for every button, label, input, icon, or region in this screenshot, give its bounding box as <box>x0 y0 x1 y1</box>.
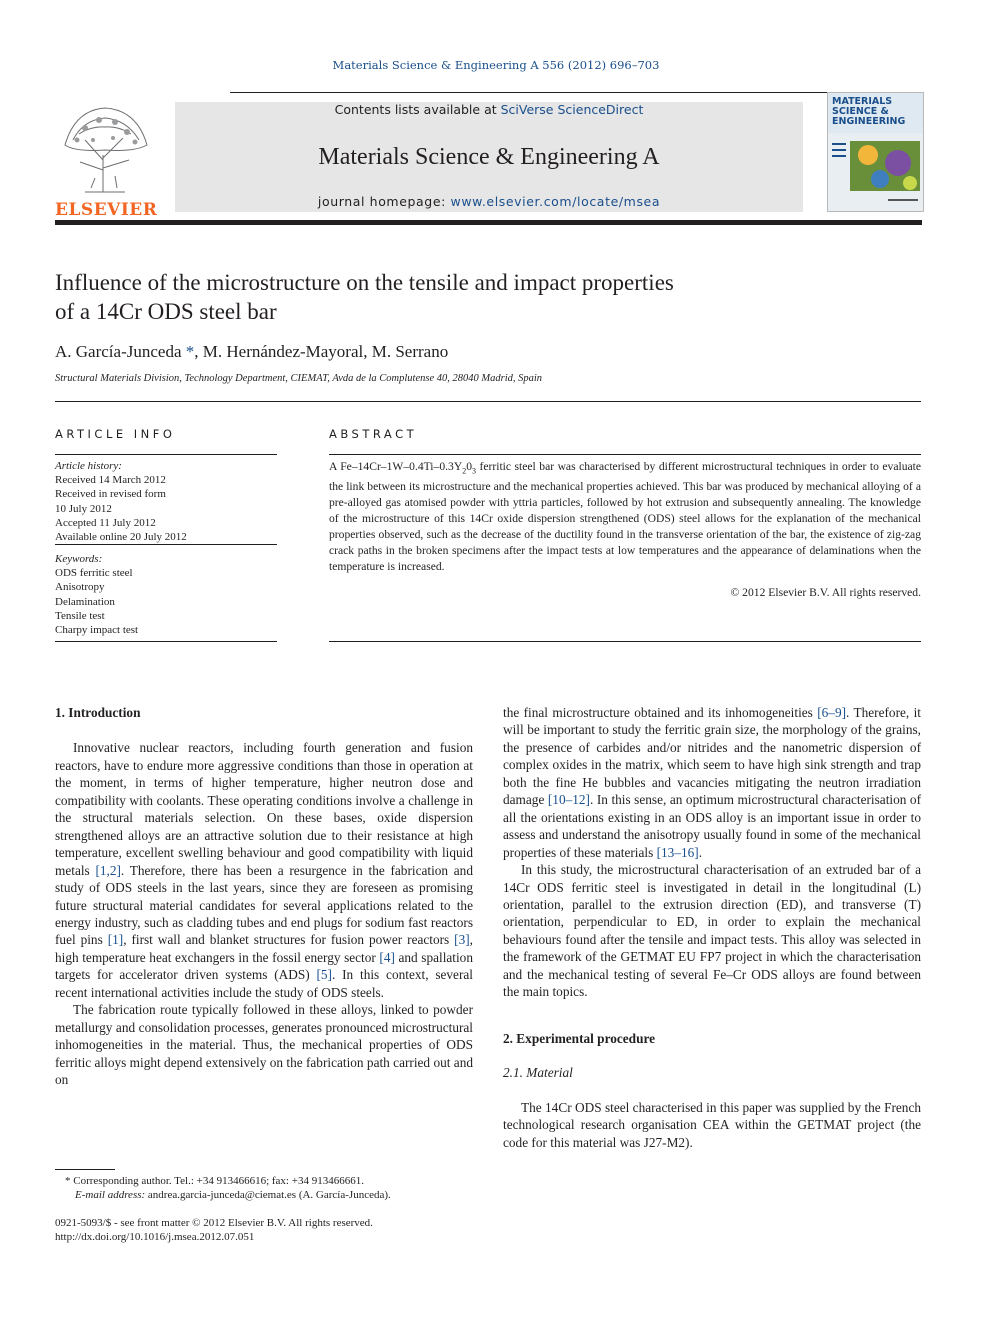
reference-link[interactable]: [1] <box>107 932 124 948</box>
article-info-bottom-rule <box>55 641 277 642</box>
reference-link[interactable]: [3] <box>454 932 470 948</box>
keywords-rule <box>55 544 277 545</box>
article-title-line-2: of a 14Cr ODS steel bar <box>55 299 277 324</box>
abstract-heading: ABSTRACT <box>329 427 418 441</box>
article-history-label: Article history: <box>55 460 122 472</box>
subsection-heading-material: 2.1. Material <box>503 1065 573 1081</box>
journal-title: Materials Science & Engineering A <box>318 144 660 170</box>
article-info-rule <box>55 454 277 455</box>
affiliation: Structural Materials Division, Technology Department, CIEMAT, Avda de la Complutense 40, 28040 Madrid, Spain <box>55 373 543 384</box>
doi-link[interactable]: http://dx.doi.org/10.1016/j.msea.2012.07.051 <box>55 1231 255 1243</box>
history-item: Received 14 March 2012 <box>55 474 166 487</box>
front-matter <box>55 1216 485 1244</box>
co-authors: , M. Hernández-Mayoral, M. Serrano <box>194 342 449 361</box>
reference-link[interactable]: [13–16] <box>656 844 699 860</box>
article-history <box>55 459 277 544</box>
corresponding-author-footnote: * Corresponding author. Tel.: +34 913466616; fax: +34 913466661. <box>65 1175 364 1187</box>
contents-prefix: Contents lists available at <box>334 102 501 117</box>
intro-paragraph-2-continued: the final microstructure obtained and its inhomogeneities [6–9]. Therefore, it will be important to study the ferritic grain size, the morphology of the grains, the presence of carbides and/or nitrides and the nanometric dispersion of complex oxides in the matrix, which seem to have high sink strength and trap both the fine He bubbles and vacancies mitigating the neutron irradiation damage [10–12]. In this sense, an optimum microstructural characterisation of all the orientations existing in an ODS alloy is an important issue in order to assess and understand the anisotropy usually found in some of the mechanical properties of these materials [13–16]. <box>503 705 921 860</box>
author-list <box>55 342 448 362</box>
keyword-item: ODS ferritic steel <box>55 567 133 580</box>
journal-citation[interactable]: Materials Science & Engineering A 556 (2012) 696–703 <box>332 58 660 72</box>
keyword-item: Anisotropy <box>55 581 105 594</box>
intro-paragraph-3: In this study, the microstructural characterisation of an extruded bar of a 14Cr ODS ferritic steel is investigated in detail in the longitudinal (L) orientation, parallel to the extrusion direction (ED), and transverse (T) orientation, perpendicular to ED, in order to explain the mechanical behaviours found after the tensile and impact tests. This alloy was selected in the framework of the GETMAT EU FP7 project in which the characterisation and the mechanical testing of several Fe–Cr ODS alloys are found between the main topics. <box>503 862 921 1000</box>
reference-link[interactable]: [10–12] <box>547 792 590 808</box>
keywords <box>55 552 277 637</box>
footnotes <box>55 1174 485 1202</box>
intro-paragraph-1: Innovative nuclear reactors, including fourth generation and fusion reactors, have to endure more aggressive conditions than those in operation at the moment, in terms of higher temperature, higher neutron dose and compatibility with coolants. These operating conditions involve a challenge in the structural materials selection. On these bases, oxide dispersion strengthened alloys are an attractive solution due to their resistance at high temperature, excellent swelling behaviour and good compatibility with liquid metals [1,2]. Therefore, there has been a resurgence in the fabrication and study of ODS steels in the last years, since they are foreseen as promising future structural material candidates for several applications related to the energy industry, such as cladding tubes and end plugs for sodium fast reactors fuel pins [1], first wall and blanket structures for fusion power reactors [3], high temperature heat exchangers in the fossil energy sector [4] and spallation targets for accelerator driven systems (ADS) [5]. In this context, several recent international activities include the study of ODS steels. <box>55 740 473 1000</box>
tree-icon <box>55 100 155 195</box>
article-info-heading: ARTICLE INFO <box>55 427 176 441</box>
history-item: 10 July 2012 <box>55 502 112 515</box>
masthead-bottom-rule <box>55 220 922 225</box>
reference-link[interactable]: [4] <box>379 949 395 965</box>
homepage-link[interactable]: www.elsevier.com/locate/msea <box>450 194 661 209</box>
journal-masthead <box>55 92 922 222</box>
section-heading-experimental: 2. Experimental procedure <box>503 1030 656 1046</box>
keyword-item: Tensile test <box>55 609 105 622</box>
material-paragraph: The 14Cr ODS steel characterised in this paper was supplied by the French technological research organisation CEA within the GETMAT project (the code for this material was J27-M2). <box>503 1099 921 1150</box>
divider-rule <box>55 401 921 402</box>
issn-line: 0921-5093/$ - see front matter © 2012 Elsevier B.V. All rights reserved. <box>55 1217 373 1229</box>
cover-image-icon <box>828 133 923 211</box>
keyword-item: Charpy impact test <box>55 624 139 637</box>
abstract-text: A $Fe-14Cr-1W-0.4Ti-0.3Y_20_3$ ferritic steel bar was characterised by different microstructural techniques in order to evaluate the link between its microstructure and the mechanical properties achieved. This bar was produced by mechanical alloying of a pre-alloyed gas atomised powder with yttria particles, followed by hot extrusion and subsequently annealing. The knowledge of the microstructure of this 14Cr oxide dispersion strengthened (ODS) steel allows for the explanation of the mechanical properties observed, such as the decrease of the ductility found in the transverse orientation of the bar, the existence of zig-zag crack paths in the broken specimens after the impact tests at low temperatures and the appearance of delaminations when the temperature is increased. <box>329 460 922 573</box>
keyword-item: Delamination <box>55 595 115 608</box>
history-item: Available online 20 July 2012 <box>55 531 187 544</box>
reference-link[interactable]: [5] <box>316 967 332 983</box>
body-right-column <box>503 704 921 1151</box>
elsevier-tree-logo[interactable] <box>55 100 158 220</box>
corresponding-author-mark[interactable]: * <box>181 342 195 361</box>
homepage-line <box>175 194 803 209</box>
article-title <box>55 268 835 326</box>
masthead-top-rule <box>230 92 858 93</box>
abstract-rule <box>329 454 921 455</box>
journal-cover-thumbnail[interactable] <box>827 92 924 212</box>
elsevier-wordmark: ELSEVIER <box>55 200 158 220</box>
history-item: Received in revised form <box>55 488 166 501</box>
sciencedirect-link[interactable]: SciVerse ScienceDirect <box>500 102 644 117</box>
article-title-line-1: Influence of the microstructure on the tensile and impact properties <box>55 270 674 295</box>
email-link[interactable]: andrea.garcia-junceda@ciemat.es <box>147 1189 297 1201</box>
reference-link[interactable]: [6–9] <box>817 705 847 720</box>
history-item: Accepted 11 July 2012 <box>55 516 156 529</box>
footnote-rule <box>55 1169 115 1170</box>
contents-line <box>175 102 803 117</box>
section-heading-introduction: 1. Introduction <box>55 705 141 720</box>
abstract-bottom-rule <box>329 641 921 642</box>
homepage-prefix: journal homepage: <box>317 194 451 209</box>
intro-paragraph-2: The fabrication route typically followed in these alloys, linked to powder metallurgy and consolidation processes, generates pronounced microstructural inhomogeneities in the material. Thus, the mechanical properties of ODS ferritic alloys might depend extensively on the fabrication path carried out and on <box>55 1002 473 1088</box>
body-left-column <box>55 704 473 1089</box>
keywords-label: Keywords: <box>55 553 103 565</box>
reference-link[interactable]: [1,2] <box>95 862 121 878</box>
corresponding-author: A. García-Junceda <box>55 342 182 361</box>
cover-title: MATERIALS SCIENCE & ENGINEERING <box>832 96 906 127</box>
abstract-copyright: © 2012 Elsevier B.V. All rights reserved. <box>730 586 921 599</box>
journal-title-box <box>175 102 803 212</box>
email-footnote: E-mail address: andrea.garcia-junceda@ciemat.es (A. García-Junceda). <box>75 1189 391 1201</box>
